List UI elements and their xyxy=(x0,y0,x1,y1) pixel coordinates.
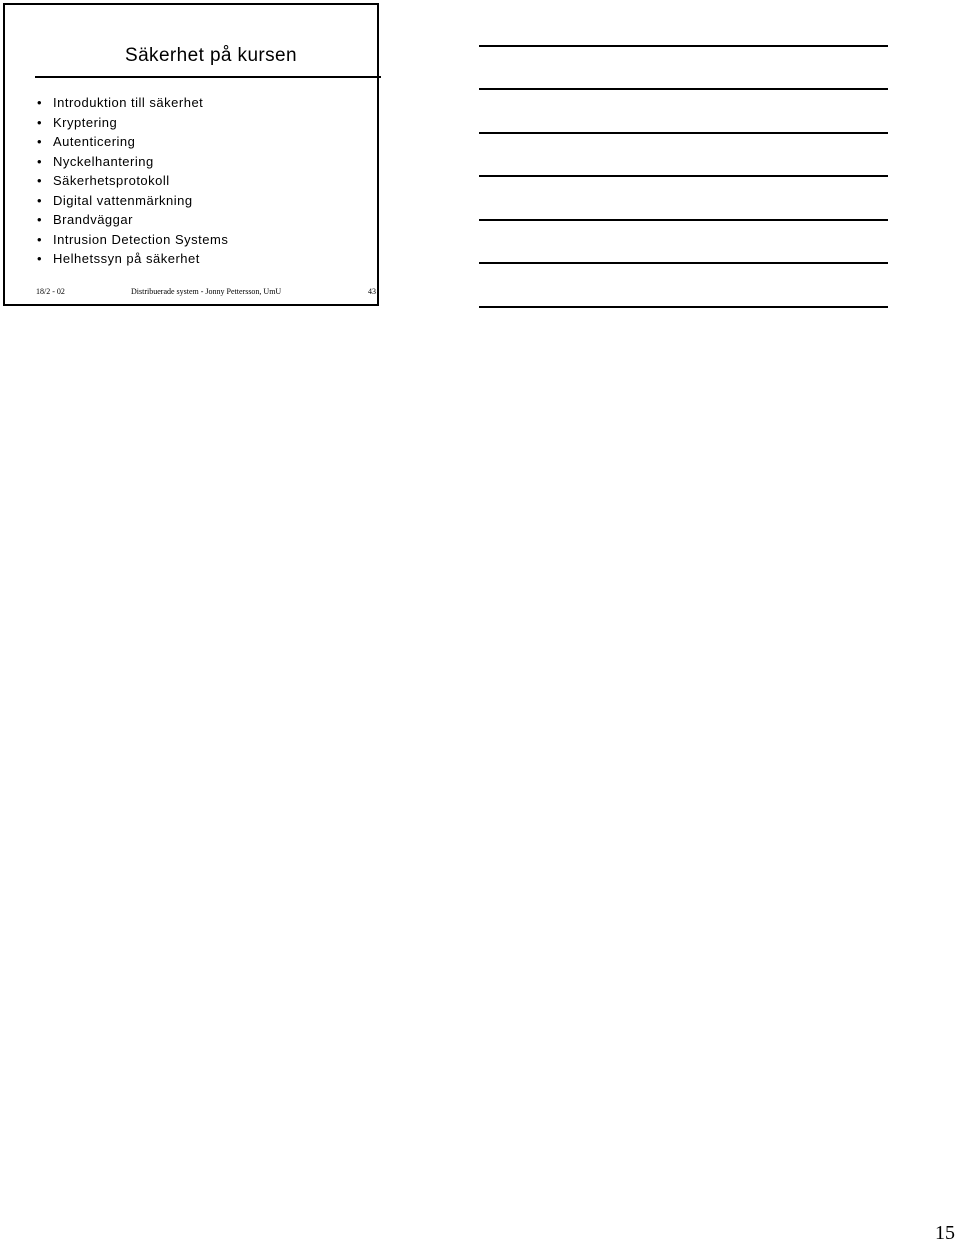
page-number: 15 xyxy=(935,1222,955,1244)
slide xyxy=(3,3,379,306)
note-line xyxy=(479,262,888,264)
title-underline xyxy=(35,76,381,78)
bullet-item: • Autenticering xyxy=(37,132,228,152)
bullet-item: • Helhetssyn på säkerhet xyxy=(37,249,228,269)
footer-author: Distribuerade system - Jonny Pettersson, UmU xyxy=(131,287,282,296)
bullet-item: • Nyckelhantering xyxy=(37,152,228,172)
bullet-dot-icon: • xyxy=(37,114,43,130)
note-line xyxy=(479,306,888,308)
bullet-item: • Säkerhetsprotokoll xyxy=(37,171,228,191)
note-line xyxy=(479,175,888,177)
bullet-dot-icon: • xyxy=(37,153,43,169)
bullet-list xyxy=(37,93,228,269)
bullet-dot-icon: • xyxy=(37,134,43,149)
bullet-dot-icon: • xyxy=(37,95,43,110)
note-line xyxy=(479,219,888,221)
bullet-dot-icon: • xyxy=(37,231,43,247)
note-line xyxy=(479,88,888,90)
footer-slide-number: 43 xyxy=(368,287,376,296)
bullet-dot-icon: • xyxy=(37,251,43,266)
bullet-item: • Kryptering xyxy=(37,113,228,133)
note-line xyxy=(479,45,888,47)
bullet-dot-icon: • xyxy=(37,192,43,208)
note-line xyxy=(479,132,888,134)
bullet-dot-icon: • xyxy=(37,212,43,227)
bullet-dot-icon: • xyxy=(37,173,43,188)
footer-date: 18/2 - 02 xyxy=(36,287,65,296)
bullet-item: • Intrusion Detection Systems xyxy=(37,230,228,250)
slide-title: Säkerhet på kursen xyxy=(125,45,297,66)
bullet-item: • Introduktion till säkerhet xyxy=(37,93,228,113)
bullet-item: • Brandväggar xyxy=(37,210,228,230)
bullet-item: • Digital vattenmärkning xyxy=(37,191,228,211)
